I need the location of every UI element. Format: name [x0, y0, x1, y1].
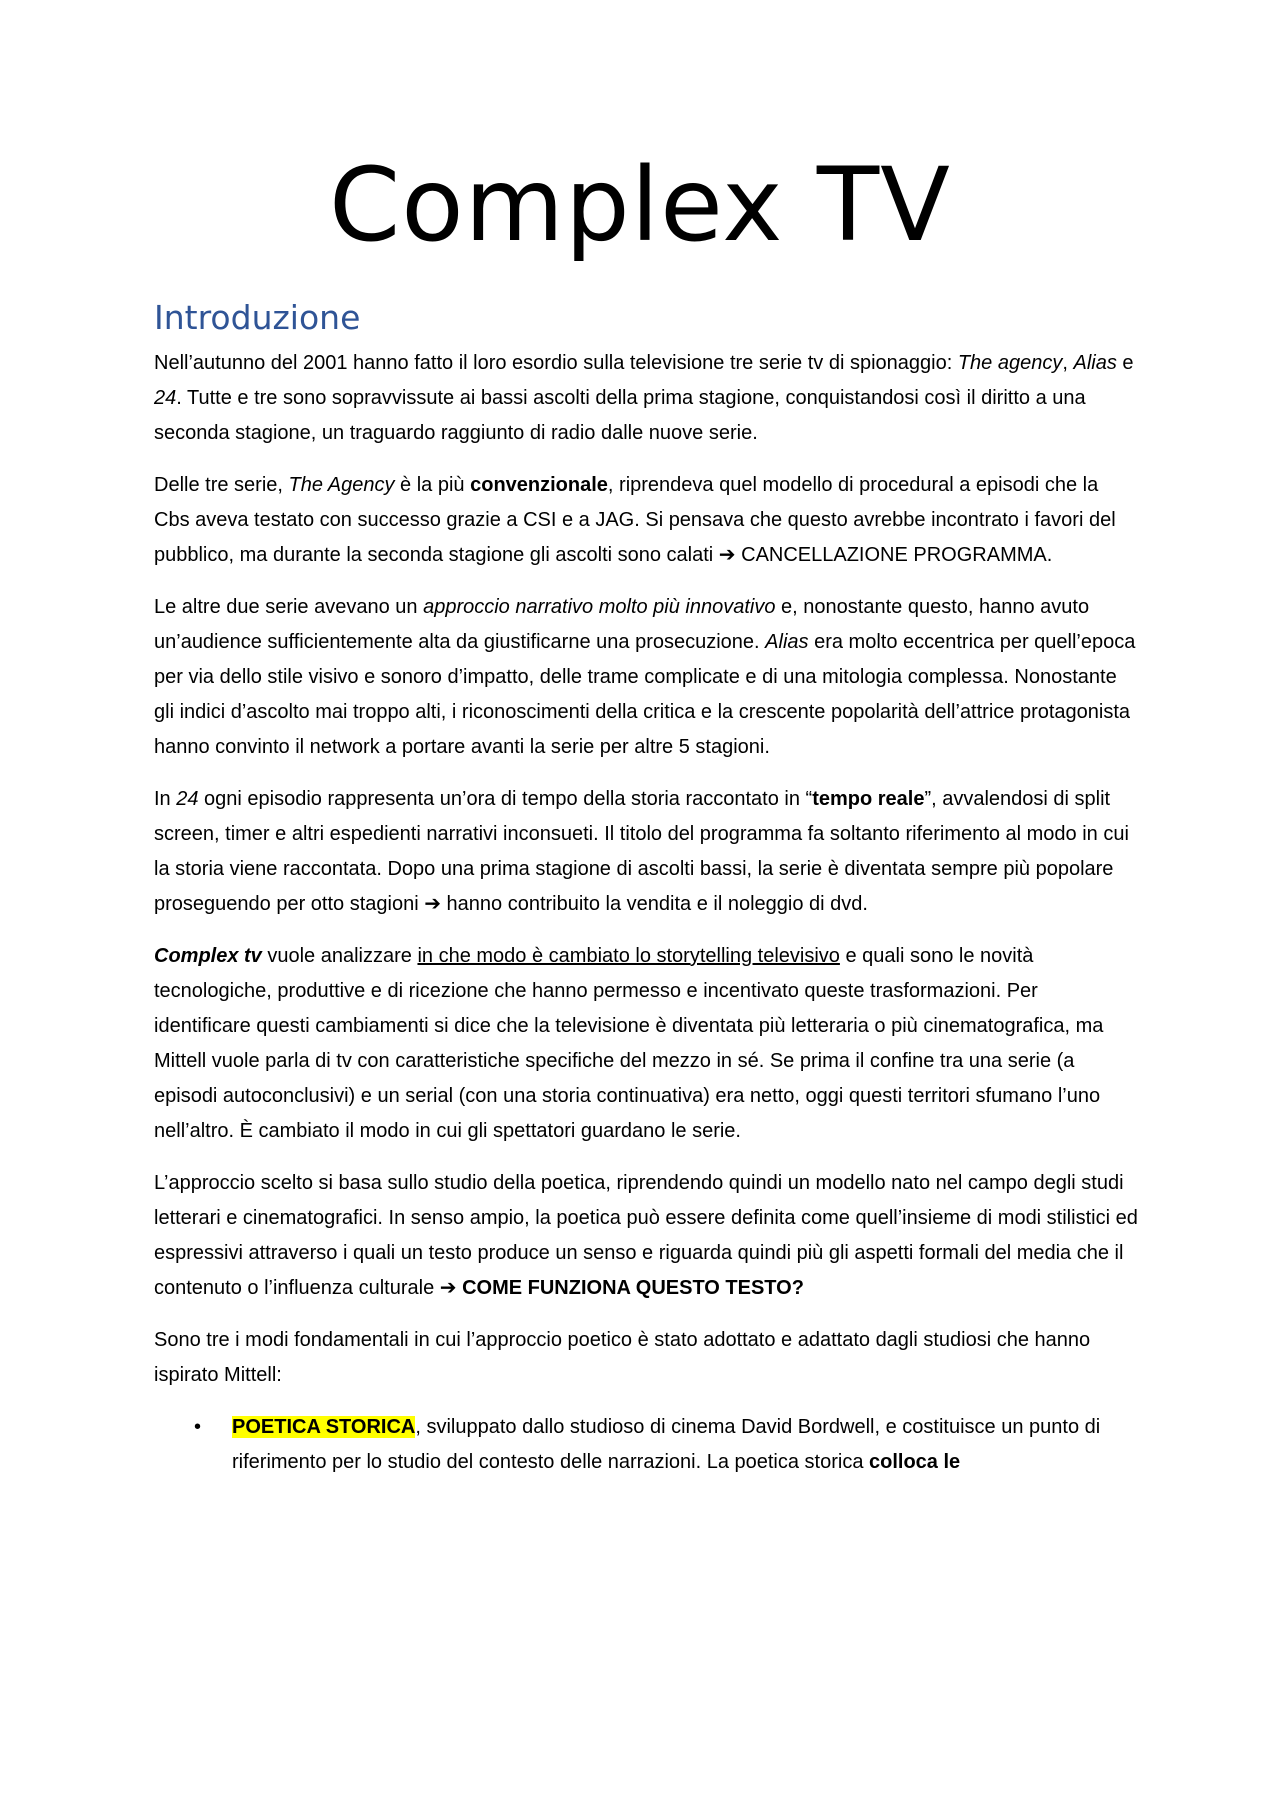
paragraph: Delle tre serie, The Agency è la più convenzionale, riprendeva quel modello di procedural a episodi che la Cbs aveva testato con successo grazie a CSI e a JAG. Si pensava che questo avrebbe incontrato i favori del pubblico, ma durante la seconda stagione gli ascolti sono calati ➔ CANCELLAZIONE PROGRAMMA. — [154, 474, 1116, 566]
paragraph: L’approccio scelto si basa sullo studio della poetica, riprendendo quindi un modello nato nel campo degli studi letterari e cinematografici. In senso ampio, la poetica può essere definita come quell’insieme di modi stilistici ed espressivi attraverso i quali un testo produce un senso e riguarda quindi più gli aspetti formali del media che il contenuto o l’influenza culturale ➔ COME FUNZIONA QUESTO TESTO? — [154, 1172, 1138, 1299]
italic-phrase: approccio narrativo molto più innovativo — [423, 596, 776, 618]
bold-question: COME FUNZIONA QUESTO TESTO? — [456, 1277, 804, 1299]
bullet-icon: • — [194, 1416, 202, 1438]
series-title: The Agency — [288, 474, 395, 496]
section-heading: Introduzione — [154, 298, 361, 337]
book-title: Complex tv — [154, 945, 262, 967]
paragraph: Nell’autunno del 2001 hanno fatto il loro esordio sulla televisione tre serie tv di spionaggio: The agency, Alias e 24. Tutte e tre sono sopravvissute ai bassi ascolti della prima stagione, conquistandosi così il diritto a una seconda stagione, un traguardo raggiunto di radio dalle nuove serie. — [154, 352, 1134, 444]
bold-term: convenzionale — [470, 474, 608, 496]
bold-term: tempo reale — [812, 788, 925, 810]
document-title: Complex TV — [329, 146, 951, 265]
document-body — [154, 346, 1139, 1480]
arrow-icon: ➔ — [424, 893, 441, 915]
paragraph: Le altre due serie avevano un approccio narrativo molto più innovativo e, nonostante questo, hanno avuto un’audience sufficientemente alta da giustificarne una prosecuzione. Alias era molto eccentrica per quell’epoca per via dello stile visivo e sonoro d’impatto, delle trame complicate e di una mitologia complessa. Nonostante gli indici d’ascolto mai troppo alti, i riconoscimenti della critica e la crescente popolarità dell’attrice protagonista hanno convinto il network a portare avanti la serie per altre 5 stagioni. — [154, 596, 1136, 758]
arrow-icon: ➔ — [439, 1277, 457, 1299]
paragraph: Complex tv vuole analizzare in che modo è cambiato lo storytelling televisivo e quali sono le novità tecnologiche, produttive e di ricezione che hanno permesso e incentivato queste trasformazioni. Per identificare questi cambiamenti si dice che la televisione è diventata più letteraria o più cinematografica, ma Mittell vuole parla di tv con caratteristiche specifiche del mezzo in sé. Se prima il confine tra una serie (a episodi autoconclusivi) e un serial (con una storia continuativa) era netto, oggi questi territori sfumano l’uno nell’altro. È cambiato il modo in cui gli spettatori guardano le serie. — [154, 945, 1104, 1142]
series-title: 24 — [176, 788, 199, 810]
list-item: • POETICA STORICA, sviluppato dallo studioso di cinema David Bordwell, e costituisce un punto di riferimento per lo studio del contesto delle narrazioni. La poetica storica colloca le — [154, 1410, 1139, 1480]
paragraph: Sono tre i modi fondamentali in cui l’approccio poetico è stato adottato e adattato dagli studiosi che hanno ispirato Mittell: — [154, 1329, 1091, 1386]
series-title: 24 — [154, 387, 177, 409]
highlighted-term: POETICA STORICA — [232, 1416, 416, 1438]
series-title: The agency — [957, 352, 1063, 374]
underlined-phrase: in che modo è cambiato lo storytelling televisivo — [417, 945, 840, 967]
bullet-list — [154, 1410, 1139, 1480]
bold-term: colloca le — [869, 1451, 961, 1473]
series-title: Alias — [1073, 352, 1117, 374]
series-title: Alias — [765, 631, 809, 653]
arrow-icon: ➔ — [718, 544, 736, 566]
paragraph: In 24 ogni episodio rappresenta un’ora di tempo della storia raccontato in “tempo reale”, avvalendosi di split screen, timer e altri espedienti narrativi inconsueti. Il titolo del programma fa soltanto riferimento al modo in cui la storia viene raccontata. Dopo una prima stagione di ascolti bassi, la serie è diventata sempre più popolare proseguendo per otto stagioni ➔ hanno contribuito la vendita e il noleggio di dvd. — [154, 788, 1129, 915]
